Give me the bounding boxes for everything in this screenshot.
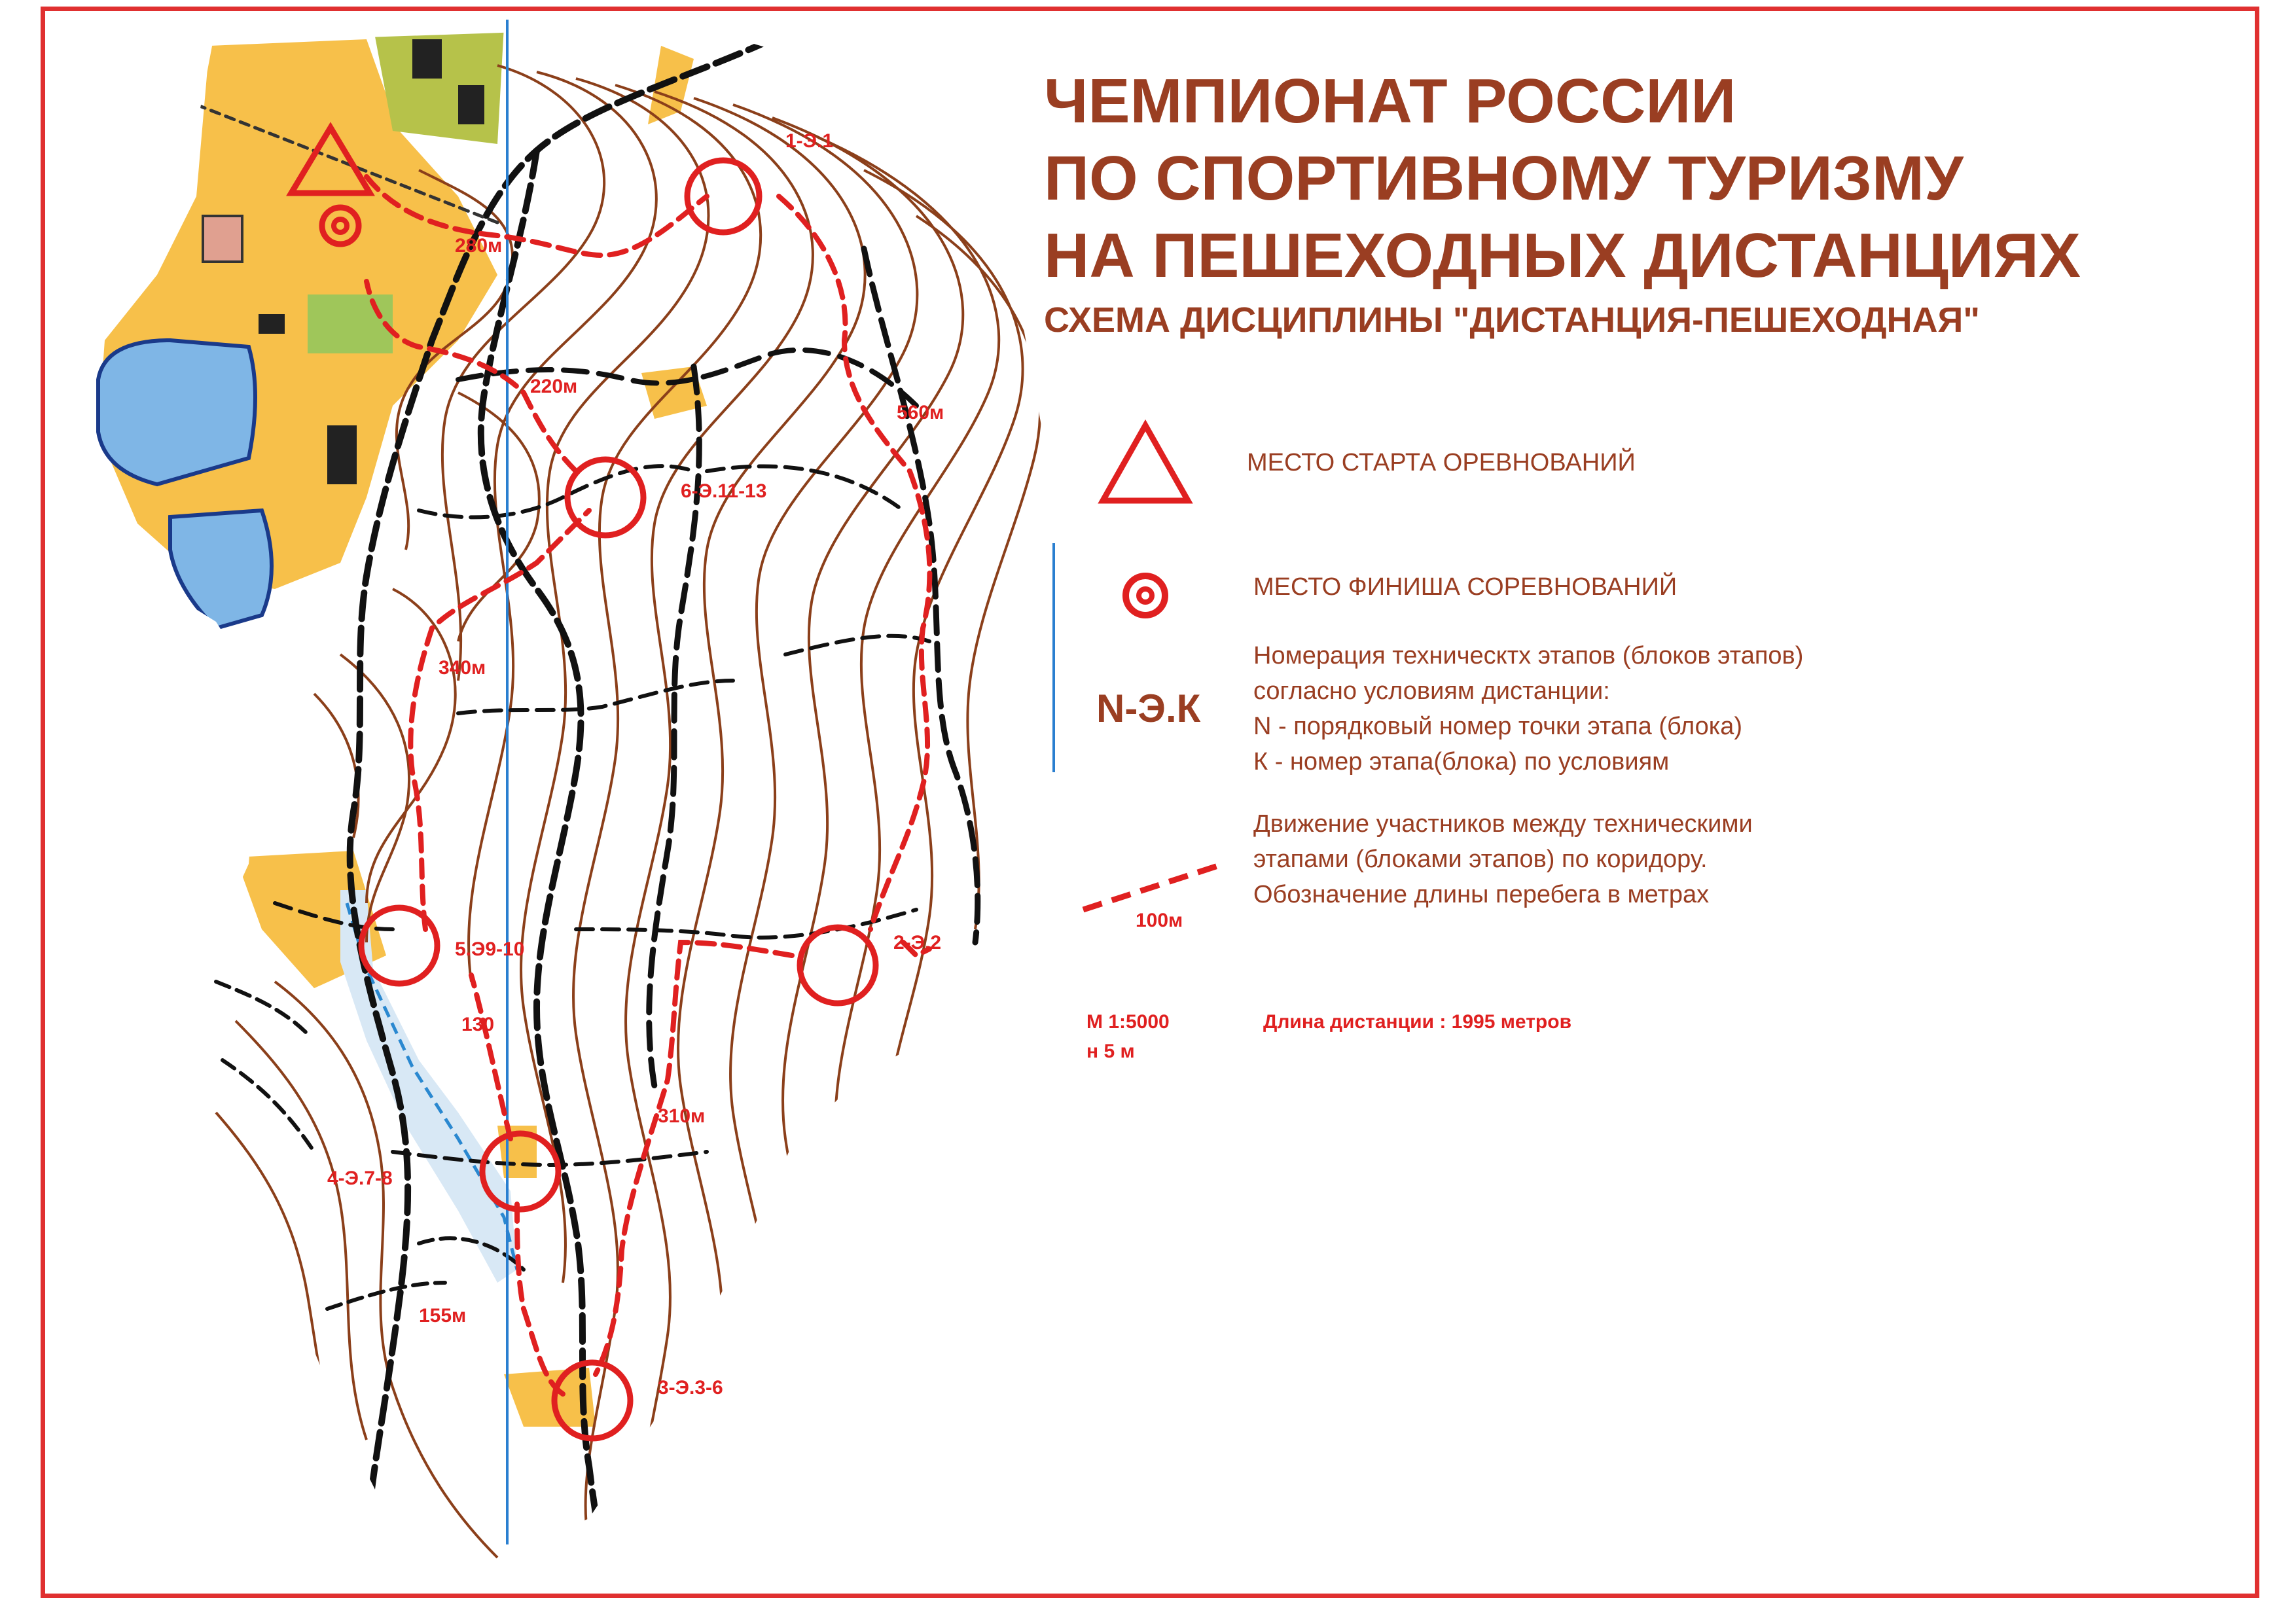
distance-label: 560м bbox=[897, 402, 944, 423]
stage-label: 4-Э.7-8 bbox=[327, 1168, 393, 1189]
legend-movement-text bbox=[1253, 806, 1753, 912]
stage-label: 3-Э.3-6 bbox=[658, 1377, 723, 1399]
distance-label: 130 bbox=[461, 1014, 495, 1035]
legend-numbering-line: согласно условиям дистанции: bbox=[1253, 677, 1610, 705]
scale-line-1: М 1:5000 bbox=[1086, 1011, 1170, 1033]
legend-sample-distance: 100м bbox=[1136, 910, 1183, 931]
legend-start-icon bbox=[1103, 425, 1188, 501]
distance-label: 340м bbox=[439, 657, 486, 679]
distance-label: 220м bbox=[530, 376, 578, 397]
stage-label: 1-Э.1 bbox=[785, 130, 834, 152]
legend-movement-line: Движение участников между техническими bbox=[1253, 810, 1753, 838]
scale-line-2: н 5 м bbox=[1086, 1041, 1135, 1062]
legend-numbering-line: N - порядковый номер точки этапа (блока) bbox=[1253, 713, 1743, 740]
legend-numbering-text bbox=[1253, 638, 1803, 779]
subtitle: СХЕМА ДИСЦИПЛИНЫ "ДИСТАНЦИЯ-ПЕШЕХОДНАЯ" bbox=[1044, 300, 1980, 340]
stage-label: 2-Э.2 bbox=[893, 932, 942, 954]
legend-numbering-symbol: N-Э.К bbox=[1096, 687, 1201, 730]
legend-movement-line: этапами (блоками этапов) по коридору. bbox=[1253, 846, 1708, 873]
legend-route-icon bbox=[1083, 864, 1224, 910]
title-line-1: ЧЕМПИОНАТ РОССИИ bbox=[1044, 66, 1736, 136]
title-line-2: ПО СПОРТИВНОМУ ТУРИЗМУ bbox=[1044, 143, 1964, 213]
legend-movement-line: Обозначение длины перебега в метрах bbox=[1253, 881, 1710, 908]
legend-start-label: МЕСТО СТАРТА ОРЕВНОВАНИЙ bbox=[1247, 449, 1636, 476]
distance-label: 310м bbox=[658, 1105, 706, 1127]
distance-label: 280м bbox=[455, 235, 503, 257]
stage-label: 6-Э.11-13 bbox=[681, 480, 767, 502]
legend-finish-label: МЕСТО ФИНИША СОРЕВНОВАНИЙ bbox=[1253, 573, 1677, 601]
distance-label: 155м bbox=[419, 1305, 467, 1327]
legend-numbering-line: К - номер этапа(блока) по условиям bbox=[1253, 748, 1670, 776]
legend-numbering-line: Номерация техническтх этапов (блоков этапов) bbox=[1253, 642, 1804, 669]
legend-finish-icon bbox=[1126, 576, 1165, 615]
course-length: Длина дистанции : 1995 метров bbox=[1263, 1011, 1572, 1033]
title-line-3: НА ПЕШЕХОДНЫХ ДИСТАНЦИЯХ bbox=[1044, 221, 2081, 291]
stage-label: 5.Э9-10 bbox=[455, 938, 525, 960]
